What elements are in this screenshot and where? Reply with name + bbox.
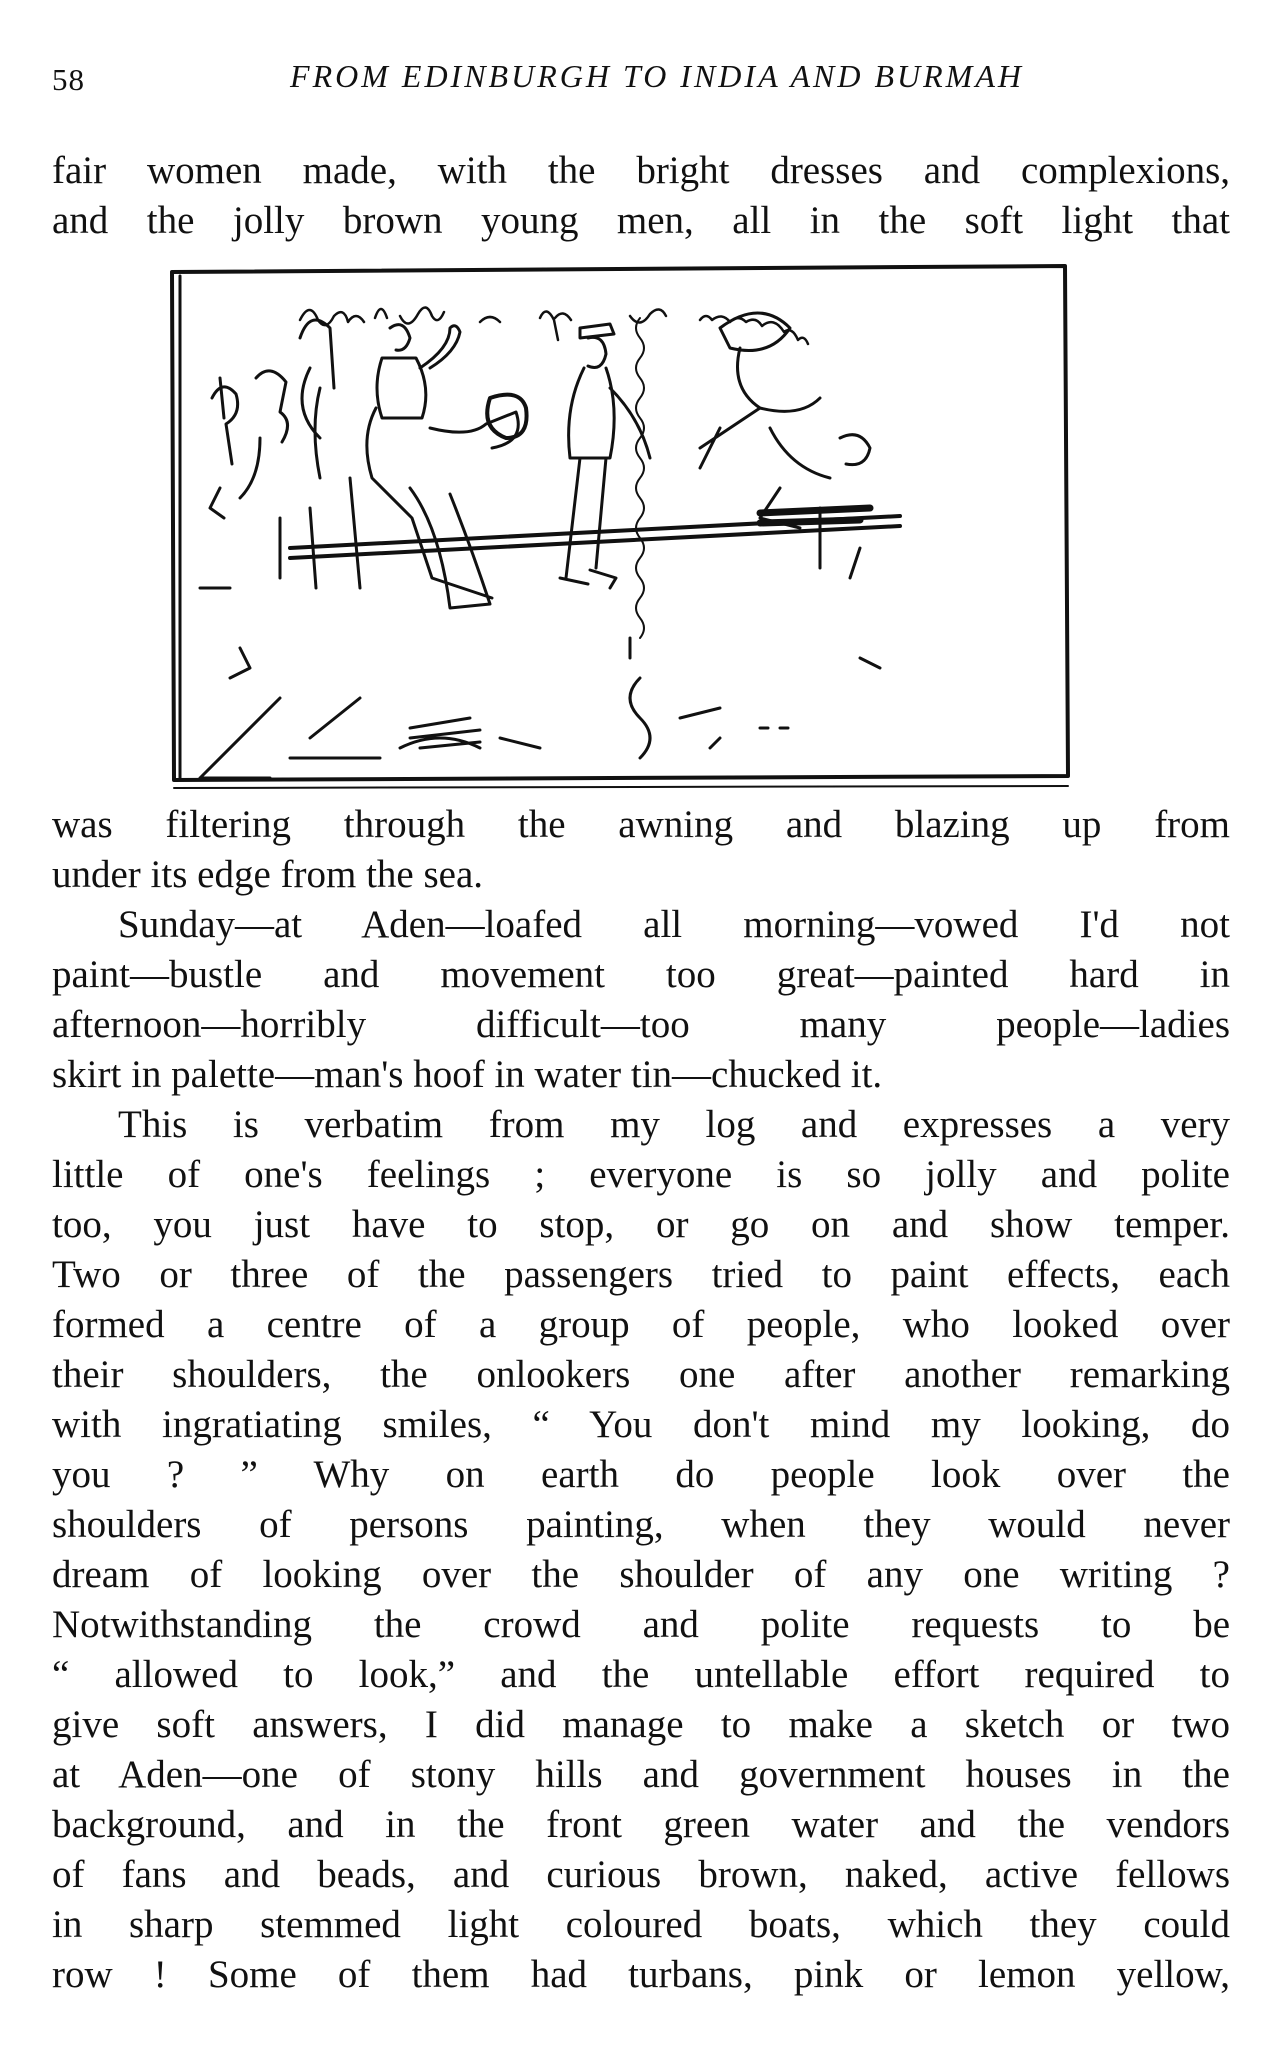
text-line: under its edge from the sea.: [52, 853, 484, 896]
page-number: 58: [52, 62, 85, 97]
text-line: “ allowed to look,” and the untellable effort required to: [52, 1653, 1230, 1696]
text-line: paint—bustle and movement too great—painted hard in: [52, 953, 1230, 996]
text-line: with ingratiating smiles, “ You don't mind my looking, do: [52, 1403, 1230, 1446]
leaning-figure: [700, 313, 870, 578]
woman-figure: [367, 325, 518, 608]
text-line: was filtering through the awning and blazing up from: [52, 803, 1230, 846]
text-line: of fans and beads, and curious brown, naked, active fellows: [52, 1853, 1230, 1896]
text-line: at Aden—one of stony hills and government houses in the: [52, 1753, 1230, 1796]
text-line: and the jolly brown young men, all in the soft light that: [52, 199, 1230, 242]
text-line: their shoulders, the onlookers one after another remarking: [52, 1353, 1230, 1396]
text-line: give soft answers, I did manage to make a sketch or two: [52, 1703, 1230, 1746]
text-line: background, and in the front green water and the vendors: [52, 1803, 1230, 1846]
text-line: dream of looking over the shoulder of any one writing ?: [52, 1553, 1230, 1596]
continuation-paragraph: [52, 800, 1230, 900]
text-line: you ? ” Why on earth do people look over the: [52, 1453, 1230, 1496]
text-line: in sharp stemmed light coloured boats, which they could: [52, 1903, 1230, 1946]
text-line: too, you just have to stop, or go on and show temper.: [52, 1203, 1230, 1246]
paragraph-sunday: [52, 900, 1230, 1100]
text-line: little of one's feelings ; everyone is so jolly and polite: [52, 1153, 1230, 1196]
text-line: formed a centre of a group of people, who looked over: [52, 1303, 1230, 1346]
top-paragraph: [52, 146, 1230, 246]
deck-scribbles: [200, 638, 880, 778]
text-line: Sunday—at Aden—loafed all morning—vowed I'd not: [118, 903, 1230, 946]
text-line: Two or three of the passengers tried to paint effects, each: [52, 1253, 1230, 1296]
text-line: afternoon—horribly difficult—too many people—ladies: [52, 1003, 1230, 1046]
text-line: Notwithstanding the crowd and polite requests to be: [52, 1603, 1230, 1646]
awning-rope: [636, 318, 644, 638]
running-title: FROM EDINBURGH TO INDIA AND BURMAH: [290, 58, 1024, 94]
text-line: row ! Some of them had turbans, pink or lemon yellow,: [52, 1953, 1230, 1996]
text-line: shoulders of persons painting, when they would never: [52, 1503, 1230, 1546]
text-line: This is verbatim from my log and expresses a very: [118, 1103, 1230, 1146]
paragraph-verbatim: [52, 1100, 1230, 2000]
seated-group: [200, 320, 360, 588]
text-line: skirt in palette—man's hoof in water tin—chucked it.: [52, 1053, 883, 1096]
deck-sketch-illustration: [160, 258, 1080, 798]
text-line: fair women made, with the bright dresses and complexions,: [52, 149, 1230, 192]
